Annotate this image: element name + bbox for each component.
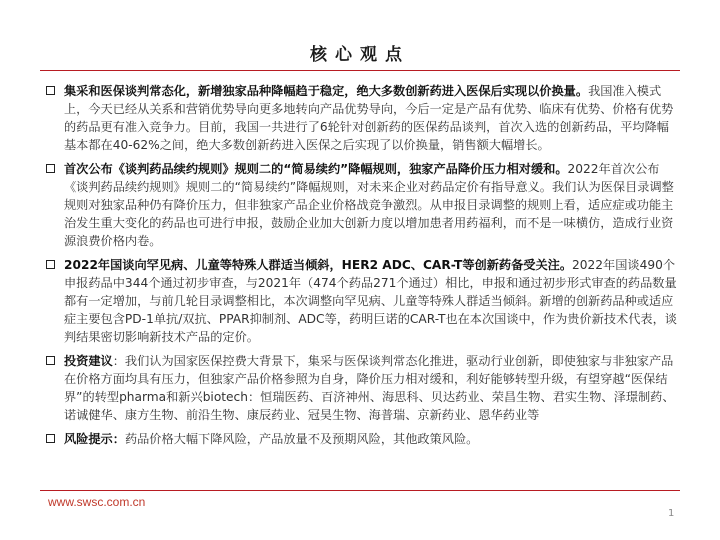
square-bullet-icon [46, 260, 55, 269]
bullet-lead: 首次公布《谈判药品续约规则》规则二的“简易续约”降幅规则，独家产品降价压力相对缓和。 [64, 162, 568, 176]
bullet-text: ：我们认为国家医保控费大背景下，集采与医保谈判常态化推进，驱动行业创新，即使独家与非独家产品在价格方面均具有压力，但独家产品价格参照为自身，降价压力相对缓和，利好能够转型升级，有望穿越“医保结界”的转型pharma和新兴biotech：恒瑞医药、百济神州、海思科、贝达药业、荣昌生物、君实生物、泽璟制药、诺诚健华、康方生物、前沿生物、康辰药业、冠昊生物、海普瑞、京新药业、恩华药业等 [64, 354, 675, 422]
bullet-text: 药品价格大幅下降风险，产品放量不及预期风险，其他政策风险。 [124, 432, 479, 446]
square-bullet-icon [46, 434, 55, 443]
bullet-lead: 风险提示： [64, 432, 125, 446]
title-divider [40, 70, 680, 71]
page-title: 核心观点 [310, 45, 410, 65]
key-points-list [46, 82, 678, 454]
bullet-lead: 2022年国谈向罕见病、儿童等特殊人群适当倾斜，HER2 ADC、CAR-T等创新药备受关注。 [64, 258, 573, 272]
bullet-text: 我国准入模式上，今天已经从关系和营销优势导向更多地转向产品优势导向，今后一定是产品有优势、临床有优势、价格有优势的药品更有准入竞争力。目前，我国一共进行了6轮针对创新药的医保药品谈判，首次入选的创新药品，平均降幅基本都在40-62%之间，绝大多数创新药进入医保之后实现了以价换量，销售额大幅增长。 [64, 84, 674, 152]
square-bullet-icon [46, 164, 55, 173]
bullet-item [46, 160, 678, 250]
bullet-item [46, 82, 678, 154]
footer-divider [40, 490, 680, 491]
footer-url-link[interactable]: www.swsc.com.cn [48, 495, 146, 509]
page-number: 1 [668, 508, 675, 519]
bullet-item [46, 256, 678, 346]
square-bullet-icon [46, 356, 55, 365]
bullet-item [46, 352, 678, 424]
bullet-text: 2022年国谈490个申报药品中344个通过初步审查，与2021年（474个药品271个通过）相比，申报和通过初步形式审查的药品数量都有一定增加，与前几轮目录调整相比，本次调整向罕见病、儿童等特殊人群适当倾斜。新增的创新药品种或适应症主要包含PD-1单抗/双抗、PPAR抑制剂、ADC等，药明巨诺的CAR-T也在本次国谈中，作为贵价新技术代表，谈判结果密切影响新技术产品的定价。 [64, 258, 677, 344]
bullet-item [46, 430, 678, 448]
square-bullet-icon [46, 86, 55, 95]
bullet-lead: 集采和医保谈判常态化，新增独家品种降幅趋于稳定，绝大多数创新药进入医保后实现以价换量。 [64, 84, 589, 98]
bullet-lead: 投资建议 [64, 354, 113, 368]
bullet-text: 2022年首次公布《谈判药品续约规则》规则二的“简易续约”降幅规则，对未来企业对药品定价有指导意义。我们认为医保目录调整规则对独家品种仍有降价压力，但非独家产品企业价格战竞争激烈。从申报目录调整的规则上看，适应症或功能主治发生重大变化的药品也可进行申报，鼓励企业加大创新力度以增加患者用药福利，而不是一味横仿，造成行业资源浪费价格内卷。 [64, 162, 674, 248]
